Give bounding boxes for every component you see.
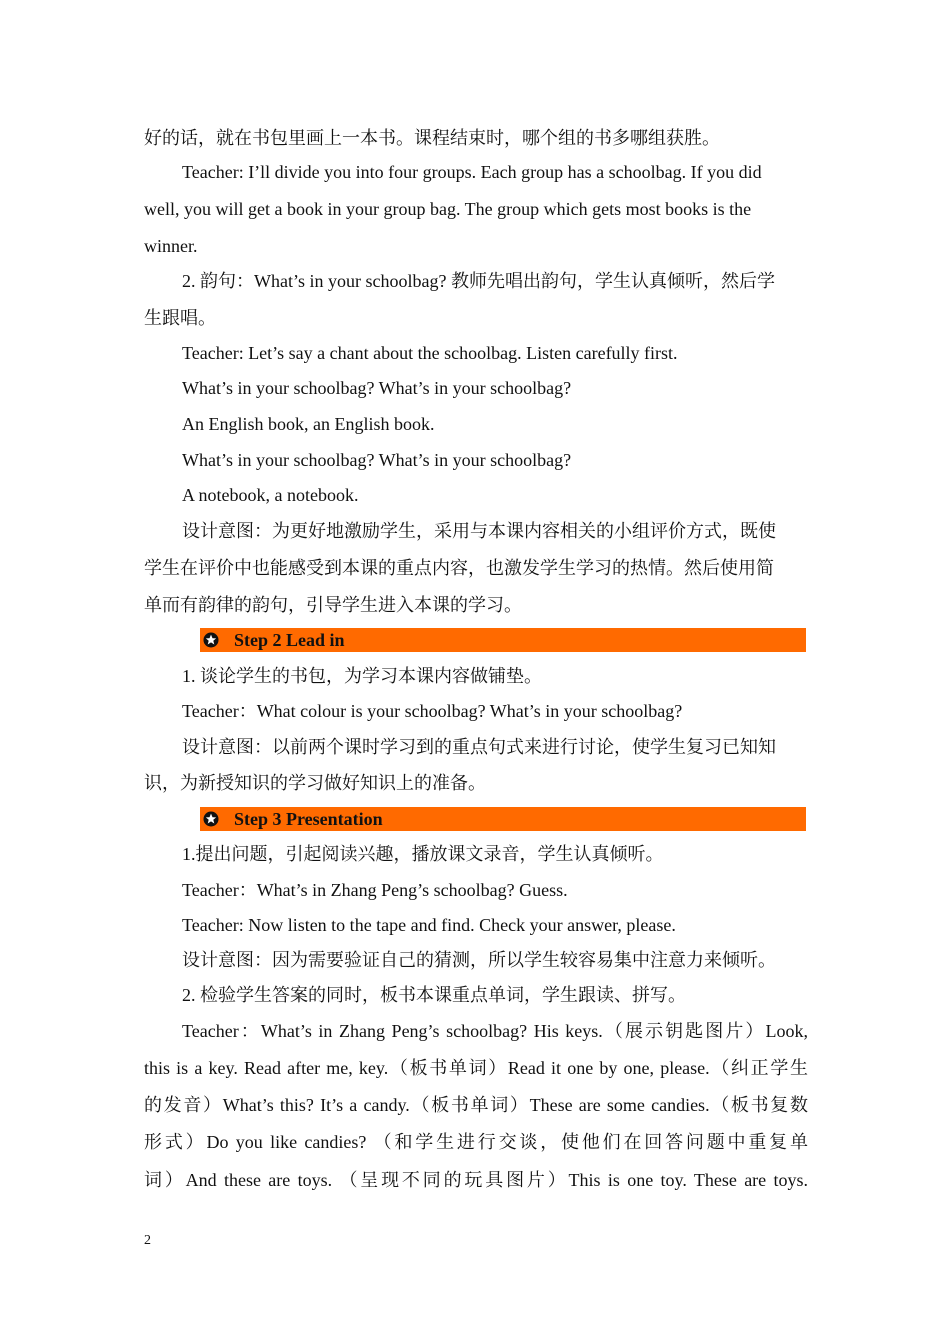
paragraph-line: Teacher：What’s in Zhang Peng’s schoolbag? Guess. (182, 880, 568, 900)
step-heading-title: Step 3 Presentation (234, 808, 383, 829)
paragraph-line: 生跟唱。 (144, 308, 216, 328)
paragraph-line: winner. (144, 236, 198, 256)
paragraph-line: 2. 韵句：What’s in your schoolbag? 教师先唱出韵句，学生认真倾听，然后学 (182, 271, 775, 291)
paragraph-line: Teacher：What colour is your schoolbag? What’s in your schoolbag? (182, 701, 683, 721)
paragraph-line: Teacher: I’ll divide you into four groups. Each group has a schoolbag. If you did (182, 162, 762, 182)
paragraph-line: 学生在评价中也能感受到本课的重点内容，也激发学生学习的热情。然后使用简 (144, 558, 774, 578)
paragraph-line: well, you will get a book in your group bag. The group which gets most books is the (144, 199, 752, 219)
paragraph-line: 设计意图：以前两个课时学习到的重点句式来进行讨论，使学生复习已知知 (182, 737, 776, 757)
chant-line: What’s in your schoolbag? What’s in your schoolbag? (182, 450, 572, 470)
paragraph-line: 识，为新授知识的学习做好知识上的准备。 (144, 773, 486, 793)
star-badge-icon (203, 632, 219, 648)
paragraph-line: 设计意图：因为需要验证自己的猜测，所以学生较容易集中注意力来倾听。 (182, 950, 776, 970)
star-badge-icon (203, 811, 219, 827)
paragraph-line: 的发音）What’s this? It’s a candy.（板书单词）These are some candies.（板书复数 (144, 1095, 808, 1115)
paragraph-line: this is a key. Read after me, key.（板书单词）Read it one by one, please.（纠正学生 (144, 1058, 808, 1078)
paragraph-line: 设计意图：为更好地激励学生，采用与本课内容相关的小组评价方式，既使 (182, 521, 776, 541)
paragraph-line: 2. 检验学生答案的同时，板书本课重点单词，学生跟读、拼写。 (182, 985, 686, 1005)
paragraph-line: Teacher: Let’s say a chant about the schoolbag. Listen carefully first. (182, 343, 678, 363)
paragraph-line: 1. 谈论学生的书包，为学习本课内容做铺垫。 (182, 666, 542, 686)
step-heading-bar (200, 807, 806, 831)
chant-line: What’s in your schoolbag? What’s in your schoolbag? (182, 378, 572, 398)
step-heading-bar (200, 628, 806, 652)
paragraph-line: 词）And these are toys. （呈现不同的玩具图片）This is one toy. These are toys. (144, 1170, 808, 1190)
paragraph-line: Teacher：What’s in Zhang Peng’s schoolbag? His keys.（展示钥匙图片）Look, (182, 1021, 808, 1041)
paragraph-line: 单而有韵律的韵句，引导学生进入本课的学习。 (144, 595, 522, 615)
chant-line: A notebook, a notebook. (182, 485, 359, 505)
paragraph-line: 1.提出问题，引起阅读兴趣，播放课文录音，学生认真倾听。 (182, 844, 664, 864)
paragraph-line: 形式）Do you like candies? （和学生进行交谈，使他们在回答问题中重复单 (144, 1132, 808, 1152)
chant-line: An English book, an English book. (182, 414, 435, 434)
page-number: 2 (144, 1233, 151, 1248)
paragraph-line: Teacher: Now listen to the tape and find. Check your answer, please. (182, 915, 676, 935)
step-heading-title: Step 2 Lead in (234, 629, 345, 650)
paragraph-line: 好的话，就在书包里画上一本书。课程结束时，哪个组的书多哪组获胜。 (144, 128, 720, 148)
